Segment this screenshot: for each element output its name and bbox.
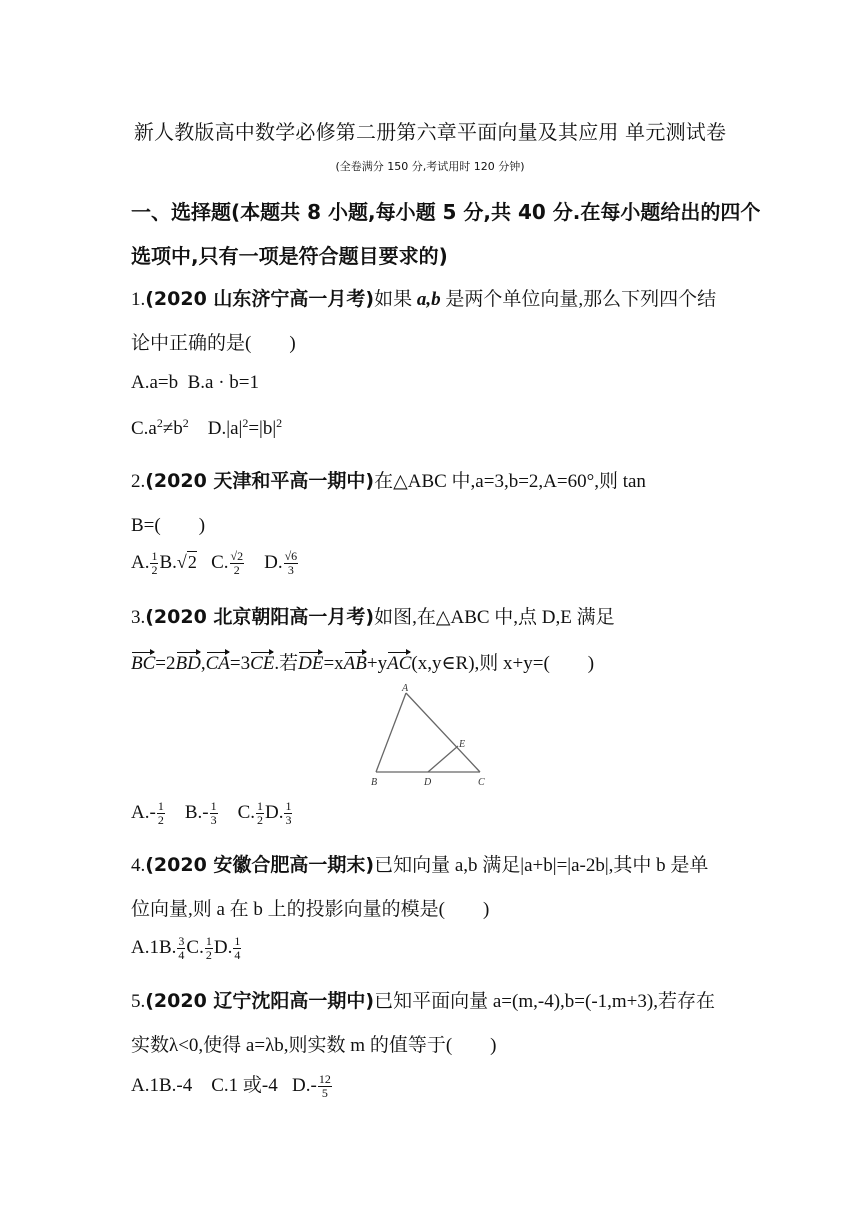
question-2-stem-line2: B=( ) <box>131 515 206 536</box>
edge-ac <box>406 693 480 772</box>
question-5-stem-line1 <box>131 986 715 1013</box>
question-number: 3. <box>131 607 146 628</box>
stem-text: =x <box>323 653 344 674</box>
question-5-options <box>131 1070 333 1100</box>
denominator: 2 <box>233 563 240 577</box>
page-subtitle: (全卷满分 150 分,考试用时 120 分钟) <box>335 160 525 173</box>
point-label-d: D <box>424 777 432 788</box>
question-source: (2020 山东济宁高一月考) <box>145 288 375 310</box>
denominator: 5 <box>321 1086 328 1101</box>
fraction <box>150 550 158 577</box>
question-2-stem-line1 <box>131 466 646 493</box>
numerator: 1 <box>285 799 292 813</box>
numerator: √6 <box>284 549 298 563</box>
option-b <box>158 934 186 962</box>
fraction <box>284 800 292 827</box>
superscript: 2 <box>182 416 189 430</box>
vector-ca: CA <box>205 653 230 674</box>
section-heading-line2: 选项中,只有一项是符合题目要求的) <box>131 244 448 268</box>
option-a <box>131 799 166 827</box>
question-3-stem-line2 <box>131 648 594 675</box>
option-a: A.a=b <box>131 372 179 393</box>
fraction <box>177 935 185 962</box>
question-4-stem-line2: 位向量,则 a 在 b 上的投影向量的模是( ) <box>131 899 490 920</box>
stem-text: 是两个单位向量,那么下列四个结 <box>440 289 717 310</box>
numerator: √2 <box>230 549 244 563</box>
question-3-options <box>131 800 293 827</box>
vertex-label-b: B <box>371 777 378 788</box>
superscript: 2 <box>156 416 163 430</box>
denominator: 3 <box>285 813 292 827</box>
question-number: 2. <box>131 471 146 492</box>
numerator: 1 <box>151 549 158 563</box>
superscript: 2 <box>242 416 249 430</box>
numerator: 1 <box>257 799 263 813</box>
option-d-text: =|b| <box>248 418 277 439</box>
denominator: 2 <box>151 563 158 577</box>
option-label: D. <box>264 551 283 573</box>
question-1-options-row2 <box>131 418 282 440</box>
vertex-label-c: C <box>478 777 485 788</box>
option-c <box>211 549 245 577</box>
option-b <box>159 552 196 573</box>
denominator: 3 <box>210 813 217 827</box>
question-5-stem-line2: 实数λ<0,使得 a=λb,则实数 m 的值等于( ) <box>131 1035 497 1056</box>
question-number: 5. <box>131 991 146 1012</box>
question-source: (2020 安徽合肥高一期末) <box>145 854 375 876</box>
option-d <box>265 799 293 827</box>
point-label-e: E <box>459 739 466 750</box>
question-4-stem-line1 <box>131 850 708 877</box>
question-number: 4. <box>131 855 146 876</box>
vertex-label-a: A <box>402 683 409 694</box>
edge-de <box>428 746 458 772</box>
question-1-options-row1 <box>131 372 259 394</box>
vector-ac: AC <box>387 653 412 674</box>
stem-text: 如果 <box>374 289 417 310</box>
option-label: A.- <box>131 801 156 823</box>
question-number: 1. <box>131 289 146 310</box>
numerator: 1 <box>210 799 217 813</box>
option-label: B.- <box>184 801 209 823</box>
option-d-text: D.|a| <box>207 418 243 439</box>
superscript: 2 <box>276 416 283 430</box>
triangle-figure <box>368 682 493 790</box>
option-d <box>264 549 299 577</box>
square-root <box>177 551 197 572</box>
option-label: A. <box>131 551 150 573</box>
radical-sign: √ <box>176 551 187 572</box>
denominator: 4 <box>178 948 185 962</box>
question-source: (2020 辽宁沈阳高一期中) <box>145 990 375 1012</box>
option-a <box>131 549 159 577</box>
option-d <box>213 934 242 962</box>
stem-text: .若 <box>274 653 299 674</box>
stem-text: , <box>200 653 206 674</box>
question-1-stem-line2: 论中正确的是( ) <box>131 333 296 354</box>
numerator: 1 <box>234 934 241 948</box>
option-label: D. <box>213 936 233 958</box>
numerator: 3 <box>178 934 185 948</box>
option-a: A.1 <box>131 1075 159 1096</box>
option-b: B.-4 <box>158 1075 193 1096</box>
vector-bc: BC <box>131 653 156 674</box>
vector-ab: AB <box>343 653 367 674</box>
stem-text: 已知向量 a,b 满足|a+b|=|a-2b|,其中 b 是单 <box>374 855 709 876</box>
question-2-options <box>131 550 299 577</box>
fraction <box>233 935 241 962</box>
stem-text: =2 <box>155 653 176 674</box>
option-c: C.1 或-4 <box>211 1075 278 1096</box>
option-c <box>186 934 213 962</box>
stem-text: 如图,在△ABC 中,点 D,E 满足 <box>374 607 615 628</box>
denominator: 2 <box>205 948 212 962</box>
denominator: 2 <box>257 813 263 827</box>
fraction <box>157 800 165 827</box>
fraction <box>230 550 245 577</box>
fraction <box>210 800 218 827</box>
stem-text: +y <box>366 653 388 674</box>
question-source: (2020 北京朝阳高一月考) <box>145 606 375 628</box>
page-title: 新人教版高中数学必修第二册第六章平面向量及其应用 单元测试卷 <box>133 120 727 144</box>
numerator: 1 <box>157 799 164 813</box>
denominator: 3 <box>287 563 294 577</box>
stem-text: 在△ABC 中,a=3,b=2,A=60°,则 tan <box>374 471 646 492</box>
vector-ce: CE <box>250 653 275 674</box>
fraction <box>256 800 264 827</box>
option-c <box>237 799 265 827</box>
option-label: C. <box>237 801 255 823</box>
vector-de: DE <box>298 653 324 674</box>
option-c-text: C.a <box>131 418 157 439</box>
option-c-text: ≠b <box>162 418 183 439</box>
option-label: B. <box>159 551 177 573</box>
fraction <box>284 550 299 577</box>
option-label: D. <box>265 801 284 823</box>
option-label: B. <box>158 936 177 958</box>
edge-ab <box>376 693 406 772</box>
option-a: A.1 <box>131 936 159 958</box>
fraction <box>205 935 213 962</box>
stem-vector-vars: a,b <box>416 289 441 310</box>
question-1-stem-line1 <box>131 284 716 311</box>
radicand: 2 <box>187 551 197 572</box>
fraction <box>318 1073 332 1100</box>
option-label: C. <box>186 936 204 958</box>
denominator: 4 <box>234 948 241 962</box>
option-c <box>131 418 189 439</box>
numerator: 12 <box>318 1072 331 1087</box>
vector-bd: BD <box>175 653 201 674</box>
question-source: (2020 天津和平高一期中) <box>145 470 375 492</box>
denominator: 2 <box>157 813 164 827</box>
question-4-options <box>131 935 242 962</box>
section-heading-line1: 一、选择题(本题共 8 小题,每小题 5 分,共 40 分.在每小题给出的四个 <box>131 200 761 224</box>
option-label: D.- <box>292 1075 317 1096</box>
stem-text: 已知平面向量 a=(m,-4),b=(-1,m+3),若存在 <box>374 991 715 1012</box>
question-3-stem-line1 <box>131 602 615 629</box>
option-d <box>208 418 282 439</box>
option-b: B.a · b=1 <box>187 372 260 393</box>
numerator: 1 <box>205 934 212 948</box>
option-b <box>184 799 219 827</box>
option-d <box>292 1072 333 1101</box>
stem-text: =3 <box>229 653 251 674</box>
option-label: C. <box>211 551 229 573</box>
stem-text: (x,y∈R),则 x+y=( ) <box>411 653 595 674</box>
